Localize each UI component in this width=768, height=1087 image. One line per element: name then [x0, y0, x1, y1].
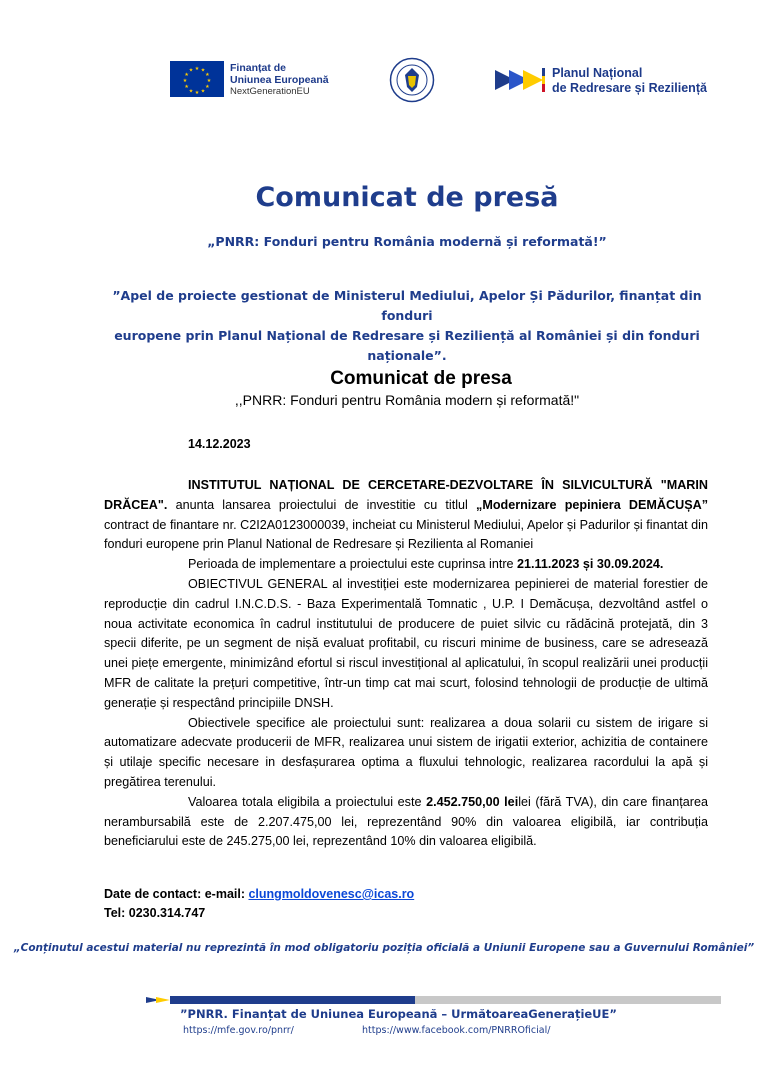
svg-text:★: ★	[188, 67, 194, 74]
svg-text:★: ★	[194, 66, 200, 72]
paragraph-specific-objectives: Obiectivele specifice ale proiectului sunt: realizarea a doua solarii cu sistem de irigare si automatizare adecvate producerii de MFR, realizarea unui sistem de irigatii exterior, achizitia de containere și utilaje specific necesare in desfașurarea optima a fluxului tehnologic, realizarea racordului la apă și pregătirea terenului.	[104, 715, 708, 789]
eu-funding-label	[230, 62, 329, 98]
intro-text-a: anunta lansarea proiectului de investitie cu titlul	[167, 497, 477, 512]
pnrr-label	[552, 66, 707, 96]
secondary-subtitle: ,,PNRR: Fonduri pentru România modern și reformată!"	[234, 392, 580, 408]
svg-text:★: ★	[182, 78, 188, 84]
contact-phone: Tel: 0230.314.747	[104, 906, 206, 920]
svg-text:★: ★	[184, 84, 189, 90]
period-text: Perioada de implementare a proiectului este cuprinsa intre	[188, 557, 518, 572]
pnrr-line2: de Redresare și Reziliență	[552, 81, 707, 95]
eu-line1: Finanțat de	[230, 62, 287, 74]
eu-line2: Uniunea Europeană	[230, 74, 329, 86]
period-dates: 21.11.2023 și 30.09.2024.	[517, 557, 664, 572]
guvernul-romaniei-seal-icon	[389, 57, 435, 103]
call-description	[100, 286, 714, 366]
svg-text:★: ★	[194, 90, 200, 96]
pnrr-logo-icon	[493, 62, 547, 98]
paragraph-value	[104, 793, 708, 852]
disclaimer: „Conținutul acestui material nu reprezintă în mod obligatoriu poziția oficială a Uniunii Europene sau a Guvernului României”	[13, 942, 755, 954]
svg-text:★: ★	[205, 84, 210, 90]
footer-url-mfe[interactable]: https://mfe.gov.ro/pnrr/	[183, 1025, 294, 1036]
page-title: Comunicat de presă	[255, 182, 559, 213]
eu-flag-icon	[170, 61, 224, 97]
intro-text-b: contract de finantare nr. C2I2A0123000039, incheiat cu Ministerul Mediului, Apelor și Padurilor și finantat din fonduri europene prin Planul National de Redresare și Rezilienta al Romaniei	[104, 517, 708, 552]
press-release-body	[104, 476, 708, 852]
contact-email-line	[104, 885, 414, 904]
pnrr-line1: Planul Național	[552, 66, 643, 80]
svg-text:★: ★	[200, 88, 206, 95]
value-text-a: Valoarea totala eligibila a proiectului este	[188, 794, 427, 809]
eligible-value: 2.452.750,00 lei	[426, 794, 519, 809]
institute-name: INSTITUTUL NAȚIONAL DE CERCETARE-DEZVOLTARE ÎN SILVICULTURĂ "MARIN DRĂCEA".	[104, 478, 708, 512]
call-line-2: europene prin Planul Național de Redresare și Reziliență al României și din fonduri naționale”.	[114, 328, 700, 363]
contact-label: Date de contact: e-mail:	[104, 887, 249, 901]
footer-slogan: ”PNRR. Finanțat de Uniunea Europeană – UrmătoareaGenerațieUE”	[180, 1007, 617, 1021]
footer-divider-bar	[146, 996, 721, 1004]
secondary-title: Comunicat de presa	[330, 368, 512, 389]
project-title: „Modernizare pepiniera DEMĂCUȘA”	[476, 497, 708, 512]
contact-block	[104, 885, 414, 923]
svg-text:★: ★	[206, 78, 212, 84]
value-text-b: lei (fără TVA), din care finanțarea nerambursabilă este de 2.207.475,00 lei, reprezentând 90% din valoarea eligibilă, iar contribuția beneficiarului este de 245.275,00 lei, reprezentând 10% din valoarea eligibilă.	[104, 794, 708, 849]
svg-text:★: ★	[184, 72, 189, 78]
page-subtitle: „PNRR: Fonduri pentru România modernă și reformată!”	[207, 234, 607, 249]
paragraph-intro	[104, 476, 708, 555]
eu-line3: NextGenerationEU	[230, 86, 310, 97]
footer-url-facebook[interactable]: https://www.facebook.com/PNRROficial/	[362, 1025, 551, 1036]
svg-text:★: ★	[200, 67, 206, 74]
call-line-1: ”Apel de proiecte gestionat de Ministerul Mediului, Apelor Și Pădurilor, finanțat din fonduri	[112, 288, 702, 323]
paragraph-general-objective: OBIECTIVUL GENERAL al investiției este modernizarea pepinierei de material forestier de reproducție din cadrul I.N.C.D.S. - Baza Experimentală Tomnatic , U.P. I Demăcușa, dezvoltând astfel o noua activitate economica în cadrul institutului de producere de puiet silvic cu rădăcină protejată, din 3 specii diferite, pe un segment de nișă evaluat profitabil, cu riscuri minime de business, care se adresează unei piețe emergente, minimizând efortul si riscul investițional al aplicatului, în scopul realizării unei producții MFR de calitate la prețuri competitive, într-un timp cat mai scurt, folosind tehnologii de producție de ultimă generație și respectând principiile DNSH.	[104, 576, 708, 710]
paragraph-period	[104, 555, 708, 575]
release-date: 14.12.2023	[188, 437, 251, 451]
svg-text:★: ★	[188, 88, 194, 95]
svg-text:★: ★	[205, 72, 210, 78]
contact-email-link[interactable]: clungmoldovenesc@icas.ro	[248, 887, 415, 901]
